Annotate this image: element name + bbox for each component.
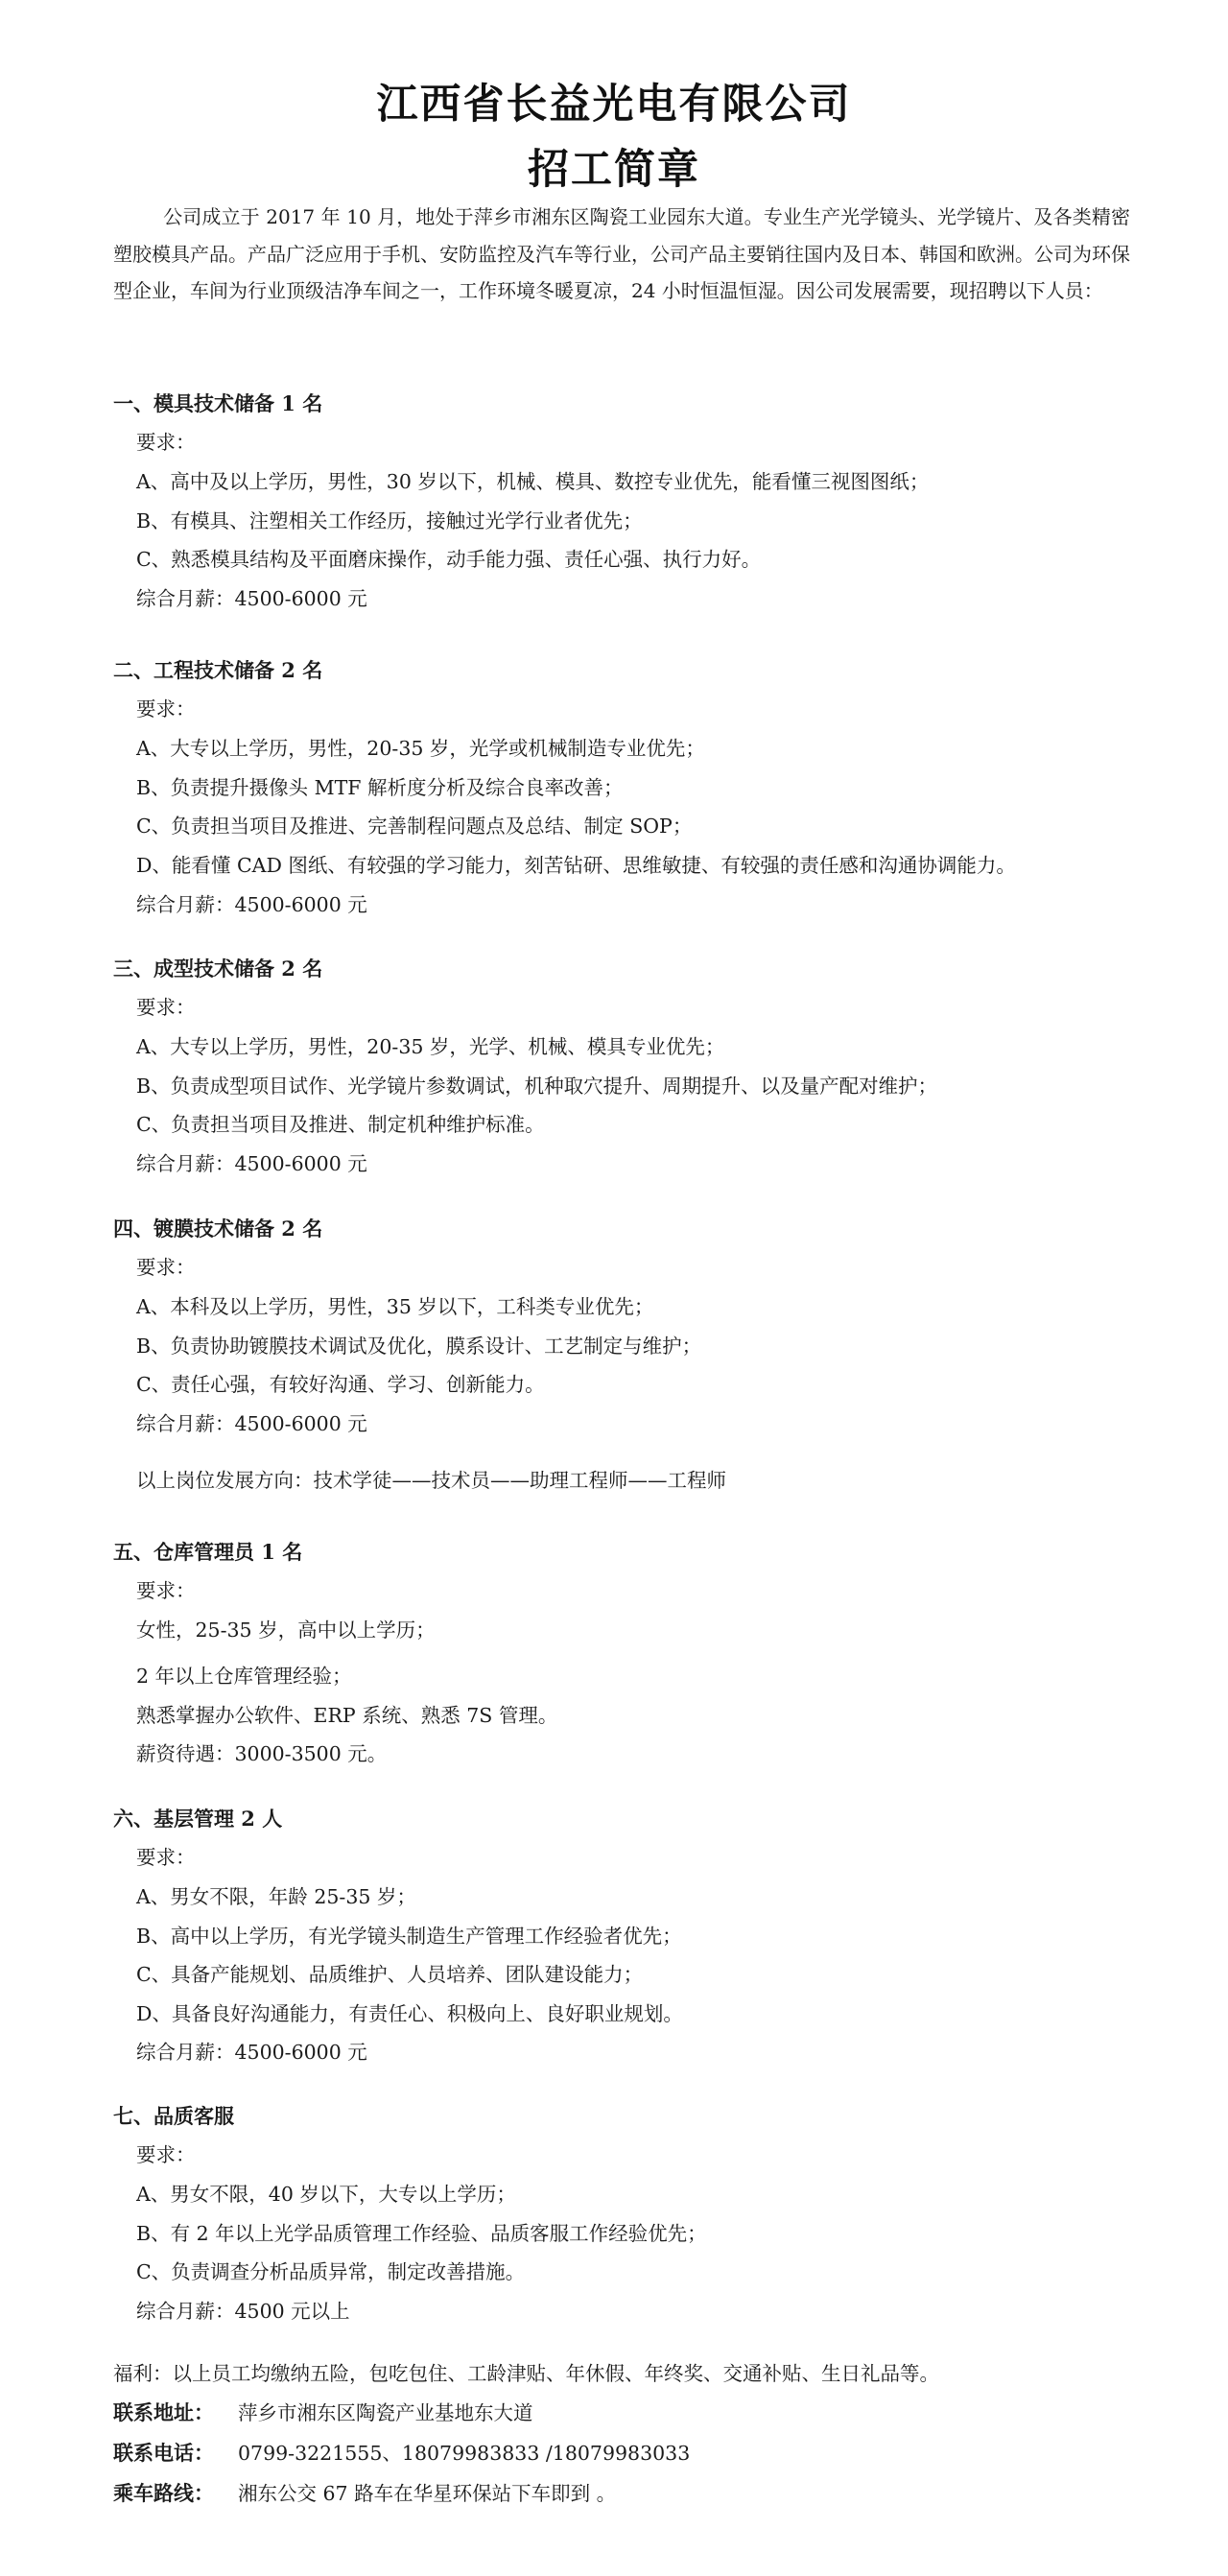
requirement-item: B、有 2 年以上光学品质管理工作经验、品质客服工作经验优先； bbox=[136, 2222, 707, 2245]
requirement-item: A、男女不限，40 岁以下，大专以上学历； bbox=[136, 2183, 516, 2206]
requirement-item: C、负责担当项目及推进、制定机种维护标准。 bbox=[136, 1113, 545, 1136]
company-title: 江西省长益光电有限公司 bbox=[376, 81, 852, 129]
section-heading: 五、仓库管理员 1 名 bbox=[113, 1540, 303, 1564]
requirement-item: A、男女不限，年龄 25-35 岁； bbox=[136, 1885, 416, 1908]
address-label: 联系地址： bbox=[113, 2400, 214, 2424]
requirement-label: 要求： bbox=[136, 1579, 196, 1602]
phone-label: 联系电话： bbox=[113, 2441, 214, 2465]
requirement-label: 要求： bbox=[136, 996, 196, 1019]
requirement-item: 熟悉掌握办公软件、ERP 系统、熟悉 7S 管理。 bbox=[136, 1704, 558, 1727]
requirement-item: B、有模具、注塑相关工作经历，接触过光学行业者优先； bbox=[136, 509, 643, 532]
phone-value: 0799-3221555、18079983833 /18079983033 bbox=[238, 2442, 691, 2465]
document-title: 招工简章 bbox=[528, 146, 700, 194]
salary-line: 综合月薪：4500-6000 元 bbox=[136, 2041, 367, 2064]
intro-text: 公司成立于 2017 年 10 月，地处于萍乡市湘东区陶瓷工业园东大道。专业生产光学镜头、光学镜片、及各类精密塑胶模具产品。产品广泛应用于手机、安防监控及汽车等行业，公司产品主要销往国内及日本、韩国和欧洲。公司为环保型企业，车间为行业顶级洁净车间之一，工作环境冬暖夏凉，24 小时恒温恒湿。因公司发展需要，现招聘以下人员： bbox=[113, 205, 1130, 302]
requirement-label: 要求： bbox=[136, 1256, 196, 1279]
requirement-item: C、具备产能规划、品质维护、人员培养、团队建设能力； bbox=[136, 1963, 644, 1986]
address-value: 萍乡市湘东区陶瓷产业基地东大道 bbox=[238, 2401, 533, 2424]
requirement-item: D、能看懂 CAD 图纸、有较强的学习能力，刻苦钻研、思维敏捷、有较强的责任感和沟通协调能力。 bbox=[136, 854, 1016, 877]
requirement-item: C、责任心强，有较好沟通、学习、创新能力。 bbox=[136, 1373, 545, 1396]
requirement-label: 要求： bbox=[136, 1846, 196, 1869]
section-heading: 四、镀膜技术储备 2 名 bbox=[113, 1217, 323, 1241]
section-heading: 六、基层管理 2 人 bbox=[113, 1807, 283, 1831]
requirement-item: C、负责担当项目及推进、完善制程问题点及总结、制定 SOP； bbox=[136, 815, 693, 838]
requirement-item: 2 年以上仓库管理经验； bbox=[136, 1665, 352, 1688]
requirement-item: A、大专以上学历，男性，20-35 岁，光学、机械、模具专业优先； bbox=[136, 1035, 725, 1058]
requirement-item: B、负责成型项目试作、光学镜片参数调试，机种取穴提升、周期提升、以及量产配对维护； bbox=[136, 1075, 938, 1098]
requirement-item: A、高中及以上学历，男性，30 岁以下，机械、模具、数控专业优先，能看懂三视图图纸； bbox=[136, 470, 930, 493]
salary-line: 综合月薪：4500-6000 元 bbox=[136, 1152, 367, 1175]
requirement-label: 要求： bbox=[136, 697, 196, 721]
welfare-line: 福利：以上员工均缴纳五险，包吃包住、工龄津贴、年休假、年终奖、交通补贴、生日礼品等。 bbox=[113, 2362, 939, 2385]
requirement-item: A、大专以上学历，男性，20-35 岁，光学或机械制造专业优先； bbox=[136, 737, 705, 760]
requirement-label: 要求： bbox=[136, 2143, 196, 2166]
requirement-item: B、负责提升摄像头 MTF 解析度分析及综合良率改善； bbox=[136, 776, 624, 799]
salary-line: 综合月薪：4500 元以上 bbox=[136, 2300, 350, 2323]
section-heading: 二、工程技术储备 2 名 bbox=[113, 658, 323, 682]
salary-line: 综合月薪：4500-6000 元 bbox=[136, 587, 367, 610]
requirement-item: D、具备良好沟通能力，有责任心、积极向上、良好职业规划。 bbox=[136, 2002, 683, 2025]
requirement-item: B、负责协助镀膜技术调试及优化，膜系设计、工艺制定与维护； bbox=[136, 1335, 702, 1358]
intro-paragraph bbox=[113, 199, 1130, 310]
section-heading: 一、模具技术储备 1 名 bbox=[113, 391, 323, 415]
requirement-item: B、高中以上学历，有光学镜头制造生产管理工作经验者优先； bbox=[136, 1925, 682, 1948]
career-path: 以上岗位发展方向：技术学徒——技术员——助理工程师——工程师 bbox=[136, 1469, 726, 1492]
requirement-item: C、熟悉模具结构及平面磨床操作，动手能力强、责任心强、执行力好。 bbox=[136, 548, 762, 571]
requirement-item: A、本科及以上学历，男性，35 岁以下，工科类专业优先； bbox=[136, 1295, 654, 1318]
requirement-item: C、负责调查分析品质异常，制定改善措施。 bbox=[136, 2260, 526, 2283]
requirement-item: 女性，25-35 岁，高中以上学历； bbox=[136, 1619, 436, 1642]
section-heading: 七、品质客服 bbox=[113, 2104, 234, 2128]
salary-line: 综合月薪：4500-6000 元 bbox=[136, 893, 367, 916]
salary-line: 薪资待遇：3000-3500 元。 bbox=[136, 1742, 388, 1765]
route-label: 乘车路线： bbox=[113, 2481, 214, 2505]
salary-line: 综合月薪：4500-6000 元 bbox=[136, 1412, 367, 1435]
requirement-label: 要求： bbox=[136, 431, 196, 454]
route-value: 湘东公交 67 路车在华星环保站下车即到 。 bbox=[238, 2482, 617, 2505]
section-heading: 三、成型技术储备 2 名 bbox=[113, 957, 323, 981]
